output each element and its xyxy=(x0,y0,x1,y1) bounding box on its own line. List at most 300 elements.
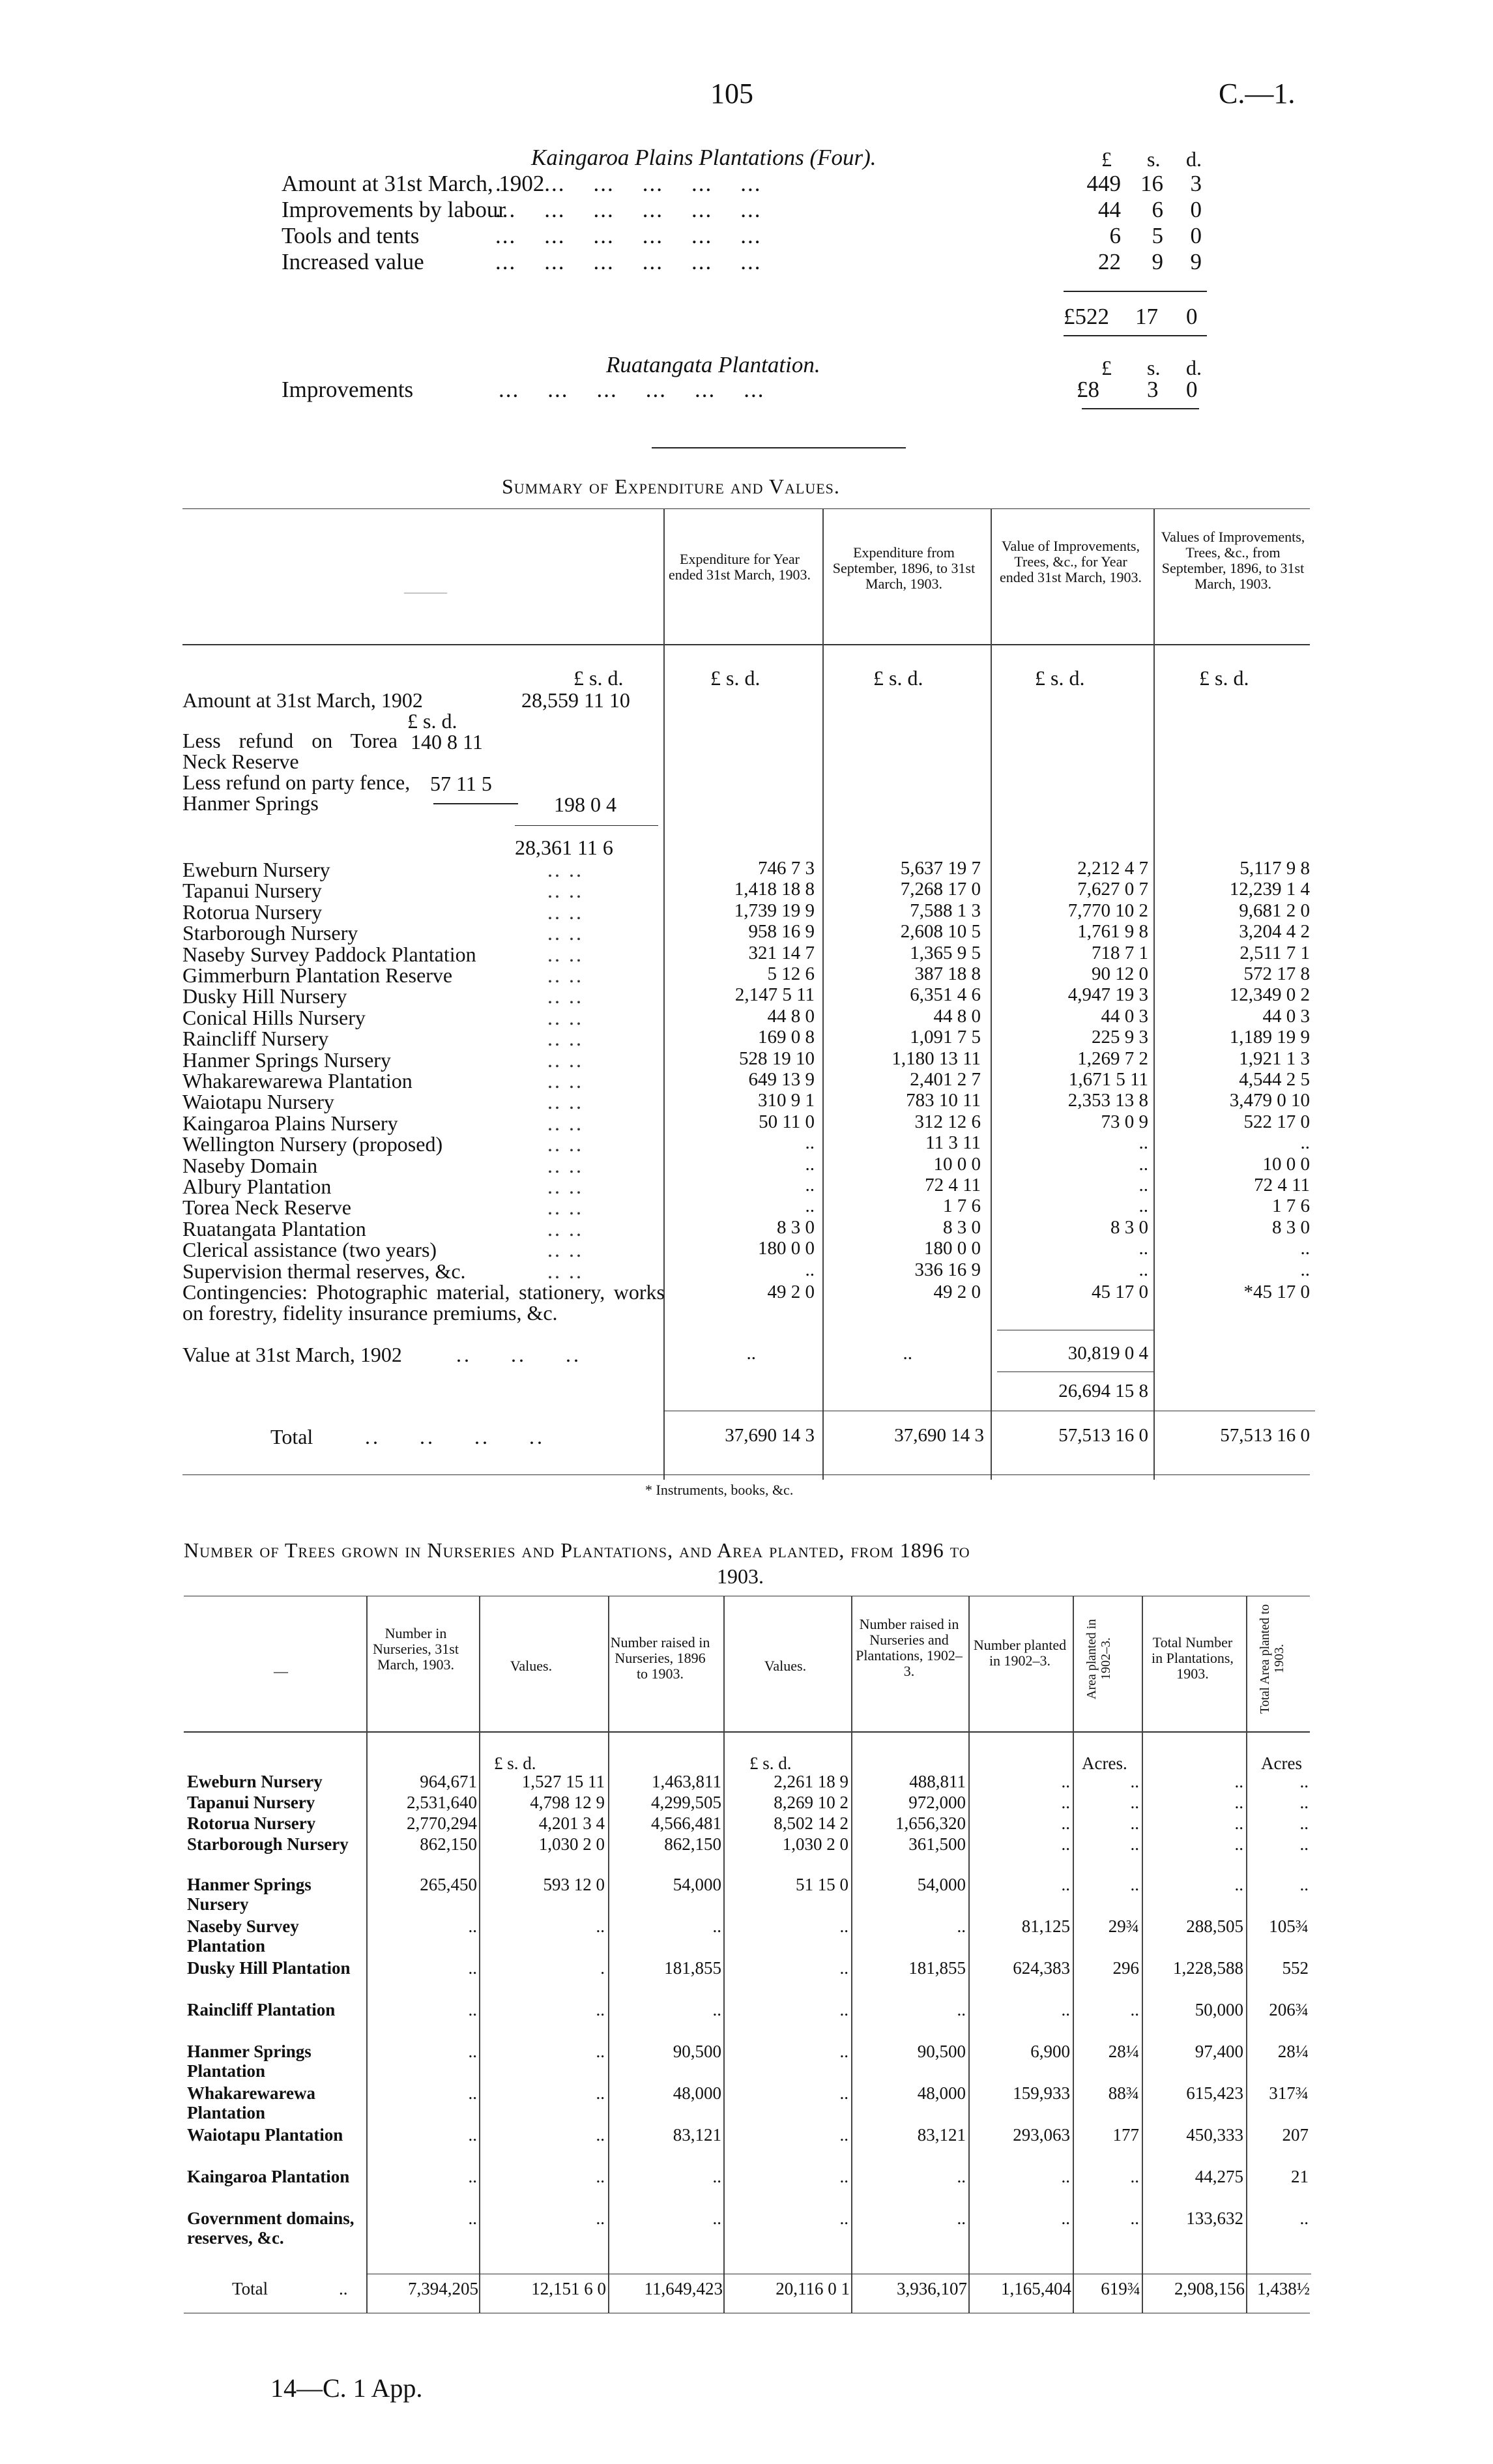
kaingaroa-row-pounds: 6 xyxy=(1109,223,1121,248)
kaingaroa-row-leader: ... ... ... ... ... ... xyxy=(495,197,762,222)
summary-row-leader: .. .. xyxy=(547,1217,583,1240)
trees-row-name: Government domains, reserves, &c. xyxy=(187,2208,355,2248)
summary-row-c2: 7,268 17 0 xyxy=(900,879,981,900)
page-number: 105 xyxy=(710,78,753,110)
trees-vline-1 xyxy=(366,1596,368,2313)
summary-value-1902-leader: .. .. .. xyxy=(456,1343,581,1366)
kaingaroa-total-pounds: £522 xyxy=(1064,304,1109,329)
ruatangata-currency-pence: d. xyxy=(1186,356,1202,379)
trees-row-a1: 28¼ xyxy=(1108,2042,1139,2061)
trees-row-n2: 181,855 xyxy=(664,1958,721,1978)
trees-row-a2: .. xyxy=(1299,1834,1309,1854)
summary-header-top-rule xyxy=(182,508,1310,509)
summary-row-c1: 310 9 1 xyxy=(758,1090,815,1111)
summary-row-c4: 4,544 2 5 xyxy=(1239,1069,1310,1090)
summary-row-c3: 73 0 9 xyxy=(1101,1111,1148,1132)
trees-row-n2: .. xyxy=(712,2167,721,2186)
trees-row-a1: .. xyxy=(1130,1793,1139,1812)
trees-row-n1: .. xyxy=(468,2000,477,2019)
summary-row-c3: 1,269 7 2 xyxy=(1077,1048,1148,1069)
trees-row-n3: .. xyxy=(957,1916,966,1936)
summary-row-c3: 90 12 0 xyxy=(1092,963,1148,984)
summary-row-c1: 50 11 0 xyxy=(759,1111,815,1132)
trees-row-v2: .. xyxy=(839,2000,848,2019)
summary-row-name: Rotorua Nursery xyxy=(182,900,323,924)
summary-opening-amount-label: Amount at 31st March, 1902 xyxy=(182,688,423,712)
trees-row-n3: 54,000 xyxy=(917,1875,966,1894)
trees-row-v1: 593 12 0 xyxy=(543,1875,605,1894)
summary-row-c1: 958 16 9 xyxy=(748,921,815,942)
summary-currency-head-3: £ s. d. xyxy=(1035,666,1085,690)
trees-row-n4: 81,125 xyxy=(1021,1916,1070,1936)
summary-row-name: Raincliff Nursery xyxy=(182,1027,329,1050)
trees-row-v1: . xyxy=(600,1958,605,1978)
trees-row-t1: 615,423 xyxy=(1186,2083,1243,2103)
trees-row-n2: 1,463,811 xyxy=(652,1772,721,1791)
summary-row-c2: 44 8 0 xyxy=(933,1006,981,1027)
summary-row-c2: 72 4 11 xyxy=(925,1175,981,1195)
kaingaroa-row-pounds: 449 xyxy=(1086,171,1121,196)
trees-vline-6 xyxy=(968,1596,970,2313)
summary-row-c1: 2,147 5 11 xyxy=(734,984,815,1005)
summary-row-c2: 336 16 9 xyxy=(914,1259,981,1280)
summary-row-leader: .. .. xyxy=(547,984,583,1008)
trees-row-v2: .. xyxy=(839,2083,848,2103)
summary-row-c2: 2,608 10 5 xyxy=(900,921,981,942)
summary-contingencies-c3: 45 17 0 xyxy=(1092,1282,1148,1302)
summary-row-c4: 1,189 19 9 xyxy=(1229,1027,1310,1048)
trees-col-number-in-nurseries: Number in Nurseries, 31st March, 1903. xyxy=(373,1625,459,1673)
summary-row-name: Supervision thermal reserves, &c. xyxy=(182,1259,466,1283)
summary-row-c3: .. xyxy=(1138,1195,1148,1216)
trees-row-n4: .. xyxy=(1061,1834,1070,1854)
summary-row-c2: 6,351 4 6 xyxy=(910,984,981,1005)
trees-row-n3: .. xyxy=(957,2208,966,2228)
trees-row-a1: 88¾ xyxy=(1108,2083,1139,2103)
summary-row-c2: 783 10 11 xyxy=(906,1090,981,1111)
summary-value-1902-c1: .. xyxy=(746,1343,756,1364)
trees-row-name: Whakarewarewa Plantation xyxy=(187,2083,315,2122)
trees-row-a1: .. xyxy=(1130,2167,1139,2186)
kaingaroa-row-pence: 3 xyxy=(1190,171,1202,196)
summary-row-leader: .. .. xyxy=(547,1175,583,1198)
summary-row-c3: 225 9 3 xyxy=(1092,1027,1148,1048)
summary-row-c3: 1,761 9 8 xyxy=(1077,921,1148,942)
summary-row-c4: .. xyxy=(1300,1238,1310,1259)
trees-row-t1: 97,400 xyxy=(1195,2042,1243,2061)
summary-row-c4: 9,681 2 0 xyxy=(1239,900,1310,921)
trees-title-line2: 1903. xyxy=(717,1564,764,1588)
summary-row-name: Whakarewarewa Plantation xyxy=(182,1069,413,1093)
kaingaroa-total-shillings: 17 xyxy=(1135,304,1158,329)
summary-col-dash: ——— xyxy=(404,583,447,600)
summary-row-name: Conical Hills Nursery xyxy=(182,1006,366,1029)
summary-value-1902-label: Value at 31st March, 1902 xyxy=(182,1343,402,1366)
kaingaroa-row-leader: ... ... ... ... ... ... xyxy=(495,171,762,196)
summary-row-c4: 10 0 0 xyxy=(1262,1154,1310,1175)
trees-row-n4: 159,933 xyxy=(1013,2083,1070,2103)
summary-total-c3: 57,513 16 0 xyxy=(1058,1425,1148,1446)
summary-row-c4: 44 0 3 xyxy=(1262,1006,1310,1027)
ruatangata-currency-shilling: s. xyxy=(1147,356,1161,379)
summary-row-c3: 7,770 10 2 xyxy=(1067,900,1148,921)
ruatangata-total-pounds: £8 xyxy=(1077,377,1099,402)
summary-row-c4: 522 17 0 xyxy=(1243,1111,1310,1132)
trees-row-v1: .. xyxy=(596,2083,605,2103)
trees-row-v2: .. xyxy=(839,2167,848,2186)
summary-row-c3: .. xyxy=(1138,1132,1148,1153)
trees-row-n2: 90,500 xyxy=(673,2042,721,2061)
trees-row-t1: .. xyxy=(1234,1772,1243,1791)
summary-row-c1: 528 19 10 xyxy=(739,1048,815,1069)
trees-row-a2: .. xyxy=(1299,1793,1309,1812)
trees-row-name: Eweburn Nursery xyxy=(187,1772,323,1791)
trees-col-area-planted: Area planted in 1902–3. xyxy=(1084,1619,1113,1699)
summary-row-c4: 12,349 0 2 xyxy=(1229,984,1310,1005)
summary-total-c2: 37,690 14 3 xyxy=(894,1425,984,1446)
trees-row-a1: 29¾ xyxy=(1108,1916,1139,1936)
trees-row-v1: .. xyxy=(596,2000,605,2019)
kaingaroa-currency-pence: d. xyxy=(1186,147,1202,171)
summary-row-c2: 5,637 19 7 xyxy=(900,858,981,879)
trees-row-a1: 296 xyxy=(1112,1958,1139,1978)
kaingaroa-row-pence: 9 xyxy=(1190,249,1202,274)
summary-row-c1: 746 7 3 xyxy=(758,858,815,879)
trees-row-a1: .. xyxy=(1130,2000,1139,2019)
kaingaroa-row-leader: ... ... ... ... ... ... xyxy=(495,223,762,248)
summary-row-c2: 8 3 0 xyxy=(943,1217,981,1238)
trees-row-name: Raincliff Plantation xyxy=(187,2000,336,2019)
trees-col-number-planted: Number planted in 1902–3. xyxy=(973,1637,1067,1669)
summary-row-leader: .. .. xyxy=(547,921,583,945)
trees-row-a2: 28¼ xyxy=(1277,2042,1309,2061)
trees-row-v1: .. xyxy=(596,2125,605,2145)
trees-row-v1: .. xyxy=(596,2042,605,2061)
summary-row-c2: 1,091 7 5 xyxy=(910,1027,981,1048)
summary-row-leader: .. .. xyxy=(547,858,583,881)
trees-row-n4: 624,383 xyxy=(1013,1958,1070,1978)
kaingaroa-row-pence: 0 xyxy=(1190,197,1202,222)
trees-row-n4: .. xyxy=(1061,1875,1070,1894)
summary-row-c3: .. xyxy=(1138,1259,1148,1280)
trees-row-v1: 1,030 2 0 xyxy=(538,1834,605,1854)
summary-opening-refund-rule xyxy=(433,803,518,804)
trees-row-v1: .. xyxy=(596,1916,605,1936)
trees-row-v1: 4,201 3 4 xyxy=(538,1813,605,1833)
summary-row-c1: 321 14 7 xyxy=(748,943,815,963)
trees-row-n2: .. xyxy=(712,1916,721,1936)
trees-row-n1: 2,531,640 xyxy=(407,1793,477,1812)
summary-row-name: Albury Plantation xyxy=(182,1175,332,1198)
kaingaroa-row-label: Increased value xyxy=(282,249,424,274)
trees-row-t1: .. xyxy=(1234,1813,1243,1833)
summary-row-c3: .. xyxy=(1138,1154,1148,1175)
summary-row-c1: 5 12 6 xyxy=(767,963,815,984)
trees-row-t1: 50,000 xyxy=(1195,2000,1243,2019)
trees-total-leader: .. xyxy=(339,2279,348,2298)
summary-col-value-since-1896: Values of Improvements, Trees, &c., from September, 1896, to 31st March, 1903. xyxy=(1161,529,1305,592)
summary-row-c4: 1 7 6 xyxy=(1272,1195,1310,1216)
trees-row-n1: 964,671 xyxy=(420,1772,477,1791)
trees-row-n2: 862,150 xyxy=(664,1834,721,1854)
summary-opening-refund1-label: Less refund on Torea Neck Reserve xyxy=(182,729,398,773)
trees-row-a1: 177 xyxy=(1112,2125,1139,2145)
trees-row-a1: .. xyxy=(1130,1772,1139,1791)
summary-row-name: Kaingaroa Plains Nursery xyxy=(182,1111,398,1135)
summary-total-c4: 57,513 16 0 xyxy=(1220,1425,1310,1446)
kaingaroa-row-label: Tools and tents xyxy=(282,223,420,248)
summary-row-c3: 44 0 3 xyxy=(1101,1006,1148,1027)
trees-row-n1: .. xyxy=(468,2042,477,2061)
summary-row-name: Naseby Domain xyxy=(182,1154,318,1177)
summary-row-c3: 1,671 5 11 xyxy=(1068,1069,1148,1090)
trees-row-t1: 1,228,588 xyxy=(1173,1958,1243,1978)
summary-row-c1: .. xyxy=(805,1175,815,1195)
trees-total-v2: 20,116 0 1 xyxy=(775,2279,850,2298)
document-reference: C.—1. xyxy=(1219,78,1296,110)
trees-row-v1: .. xyxy=(596,2167,605,2186)
summary-contingencies-label: Contingencies: Photographic material, stationery, works on forestry, fidelity insurance premiums, &c. xyxy=(182,1280,665,1325)
trees-row-n3: 90,500 xyxy=(917,2042,966,2061)
summary-row-c1: 169 0 8 xyxy=(758,1027,815,1048)
summary-row-name: Eweburn Nursery xyxy=(182,858,330,881)
summary-row-c1: 1,739 19 9 xyxy=(734,900,815,921)
trees-row-n2: 83,121 xyxy=(673,2125,721,2145)
trees-total-n1: 7,394,205 xyxy=(408,2279,478,2298)
kaingaroa-row-label: Improvements by labour xyxy=(282,197,506,222)
section-divider xyxy=(652,447,906,448)
trees-row-v2: .. xyxy=(839,2042,848,2061)
trees-row-t1: 133,632 xyxy=(1186,2208,1243,2228)
trees-row-n3: .. xyxy=(957,2000,966,2019)
summary-row-c3: 7,627 0 7 xyxy=(1077,879,1148,900)
summary-opening-sub-currency: £ s. d. xyxy=(407,709,457,733)
summary-value-1902-c2: .. xyxy=(903,1343,912,1364)
trees-row-name: Naseby Survey Plantation xyxy=(187,1916,299,1956)
trees-row-n2: .. xyxy=(712,2208,721,2228)
trees-vline-2 xyxy=(479,1596,480,2313)
summary-opening-net-rule xyxy=(515,825,658,826)
summary-row-leader: .. .. xyxy=(547,1195,583,1219)
summary-row-c3: 4,947 19 3 xyxy=(1067,984,1148,1005)
summary-total-label: Total xyxy=(270,1425,313,1448)
trees-row-name: Tapanui Nursery xyxy=(187,1793,315,1812)
trees-row-n1: .. xyxy=(468,1958,477,1978)
trees-row-t1: 450,333 xyxy=(1186,2125,1243,2145)
trees-row-v2: 8,502 14 2 xyxy=(774,1813,848,1833)
summary-row-name: Wellington Nursery (proposed) xyxy=(182,1132,443,1156)
trees-vline-3 xyxy=(608,1596,609,2313)
trees-col-dash: — xyxy=(274,1663,288,1679)
trees-row-a2: .. xyxy=(1299,1875,1309,1894)
kaingaroa-rule-bottom xyxy=(1064,335,1207,336)
trees-row-v2: .. xyxy=(839,2208,848,2228)
trees-col-number-raised-plantations: Number raised in Nurseries and Plantations, 1902–3. xyxy=(856,1616,963,1679)
trees-row-n1: .. xyxy=(468,1916,477,1936)
summary-header-bottom-rule xyxy=(182,644,1310,645)
summary-row-leader: .. .. xyxy=(547,1259,583,1283)
summary-row-c2: 7,588 1 3 xyxy=(910,900,981,921)
summary-c3-rule-b xyxy=(997,1371,1153,1372)
summary-row-c3: 718 7 1 xyxy=(1092,943,1148,963)
summary-row-c4: 3,479 0 10 xyxy=(1229,1090,1310,1111)
trees-col-number-raised: Number raised in Nurseries, 1896 to 1903. xyxy=(610,1634,710,1682)
trees-row-n4: .. xyxy=(1061,1772,1070,1791)
trees-row-a2: .. xyxy=(1299,1813,1309,1833)
summary-col-expenditure-since-1896: Expenditure from September, 1896, to 31st March, 1903. xyxy=(832,544,976,592)
trees-vline-8 xyxy=(1142,1596,1143,2313)
summary-row-c2: 1 7 6 xyxy=(943,1195,981,1216)
kaingaroa-rule-top xyxy=(1064,291,1207,292)
trees-row-t1: .. xyxy=(1234,1834,1243,1854)
trees-row-a2: .. xyxy=(1299,2208,1309,2228)
summary-row-c4: 72 4 11 xyxy=(1254,1175,1310,1195)
summary-row-c4: 5,117 9 8 xyxy=(1239,858,1310,879)
trees-row-a1: .. xyxy=(1130,1834,1139,1854)
trees-row-n3: 83,121 xyxy=(917,2125,966,2145)
summary-row-c4: .. xyxy=(1300,1132,1310,1153)
trees-row-n1: 862,150 xyxy=(420,1834,477,1854)
trees-row-n4: .. xyxy=(1061,1793,1070,1812)
trees-vline-9 xyxy=(1246,1596,1247,2313)
summary-row-name: Ruatangata Plantation xyxy=(182,1217,366,1240)
kaingaroa-title: Kaingaroa Plains Plantations (Four). xyxy=(531,145,877,170)
summary-row-c3: .. xyxy=(1138,1238,1148,1259)
trees-row-v2: .. xyxy=(839,1916,848,1936)
kaingaroa-row-pounds: 22 xyxy=(1098,249,1121,274)
trees-subhead-acres-1: Acres. xyxy=(1082,1753,1127,1773)
trees-row-n2: 4,299,505 xyxy=(651,1793,721,1812)
summary-row-c2: 1,365 9 5 xyxy=(910,943,981,963)
trees-row-n2: .. xyxy=(712,2000,721,2019)
summary-opening-currency-head: £ s. d. xyxy=(573,666,624,690)
trees-row-n4: 293,063 xyxy=(1013,2125,1070,2145)
trees-row-n1: .. xyxy=(468,2167,477,2186)
trees-row-n4: .. xyxy=(1061,1813,1070,1833)
summary-row-name: Dusky Hill Nursery xyxy=(182,984,347,1008)
trees-total-n3: 3,936,107 xyxy=(897,2279,967,2298)
summary-contingencies-c4: *45 17 0 xyxy=(1243,1282,1310,1302)
summary-row-c4: 1,921 1 3 xyxy=(1239,1048,1310,1069)
summary-row-c1: 1,418 18 8 xyxy=(734,879,815,900)
trees-row-name: Waiotapu Plantation xyxy=(187,2125,343,2145)
trees-total-v1: 12,151 6 0 xyxy=(531,2279,606,2298)
trees-row-t1: .. xyxy=(1234,1875,1243,1894)
summary-opening-refund2-label: Less refund on party fence, Hanmer Springs xyxy=(182,770,411,815)
trees-total-t1: 2,908,156 xyxy=(1174,2279,1245,2298)
kaingaroa-currency-pound: £ xyxy=(1101,147,1112,171)
trees-row-n3: 488,811 xyxy=(909,1772,966,1791)
trees-row-a2: 105¾ xyxy=(1269,1916,1309,1936)
trees-total-a2: 1,438½ xyxy=(1257,2279,1310,2298)
summary-value-1902-c3: 30,819 0 4 xyxy=(1067,1343,1148,1364)
summary-subtotal-c3: 26,694 15 8 xyxy=(1058,1381,1148,1401)
trees-row-n4: .. xyxy=(1061,2208,1070,2228)
trees-row-n1: 265,450 xyxy=(420,1875,477,1894)
summary-row-name: Hanmer Springs Nursery xyxy=(182,1048,391,1072)
trees-row-a1: .. xyxy=(1130,1875,1139,1894)
trees-total-a1: 619¾ xyxy=(1101,2279,1140,2298)
trees-row-a2: 207 xyxy=(1282,2125,1309,2145)
summary-row-c1: 8 3 0 xyxy=(777,1217,815,1238)
summary-row-c2: 10 0 0 xyxy=(933,1154,981,1175)
kaingaroa-currency-shilling: s. xyxy=(1147,147,1161,171)
trees-row-a2: 317¾ xyxy=(1269,2083,1309,2103)
summary-vline-3 xyxy=(991,508,992,1480)
kaingaroa-row-shillings: 6 xyxy=(1152,197,1163,222)
trees-row-name: Dusky Hill Plantation xyxy=(187,1958,351,1978)
summary-row-name: Clerical assistance (two years) xyxy=(182,1238,437,1261)
trees-vline-4 xyxy=(723,1596,725,2313)
trees-row-v1: .. xyxy=(596,2208,605,2228)
summary-row-c1: .. xyxy=(805,1154,815,1175)
trees-vline-5 xyxy=(851,1596,852,2313)
summary-total-leader: .. .. .. .. xyxy=(365,1425,545,1448)
summary-row-leader: .. .. xyxy=(547,1154,583,1177)
trees-row-a1: .. xyxy=(1130,2208,1139,2228)
summary-row-name: Waiotapu Nursery xyxy=(182,1090,334,1113)
trees-row-n3: 361,500 xyxy=(908,1834,966,1854)
kaingaroa-row-shillings: 9 xyxy=(1152,249,1163,274)
trees-col-values-2: Values. xyxy=(764,1658,807,1674)
kaingaroa-row-pence: 0 xyxy=(1190,223,1202,248)
summary-row-leader: .. .. xyxy=(547,963,583,987)
trees-row-n3: 1,656,320 xyxy=(895,1813,966,1833)
trees-total-label: Total xyxy=(232,2279,268,2298)
summary-row-c4: 3,204 4 2 xyxy=(1239,921,1310,942)
summary-row-c1: 180 0 0 xyxy=(758,1238,815,1259)
summary-row-c3: 2,353 13 8 xyxy=(1067,1090,1148,1111)
trees-row-a2: .. xyxy=(1299,1772,1309,1791)
trees-subhead-acres-2: Acres xyxy=(1261,1753,1302,1773)
trees-vline-7 xyxy=(1073,1596,1074,2313)
summary-opening-refund2-value: 57 11 5 xyxy=(430,772,492,795)
trees-row-n3: 181,855 xyxy=(908,1958,966,1978)
summary-opening-net: 28,361 11 6 xyxy=(515,836,613,859)
summary-currency-head-4: £ s. d. xyxy=(1199,666,1249,690)
trees-col-total-number: Total Number in Plantations, 1903. xyxy=(1152,1634,1234,1682)
summary-row-leader: .. .. xyxy=(547,1090,583,1113)
trees-col-values-1: Values. xyxy=(510,1658,553,1674)
summary-row-c3: 8 3 0 xyxy=(1110,1217,1148,1238)
summary-row-c4: 12,239 1 4 xyxy=(1229,879,1310,900)
summary-row-leader: .. .. xyxy=(547,1069,583,1093)
kaingaroa-row-shillings: 16 xyxy=(1140,171,1163,196)
summary-opening-amount-value: 28,559 11 10 xyxy=(521,688,630,712)
trees-row-t1: 288,505 xyxy=(1186,1916,1243,1936)
summary-row-c4: 572 17 8 xyxy=(1243,963,1310,984)
trees-row-v2: 8,269 10 2 xyxy=(774,1793,848,1812)
summary-row-c1: .. xyxy=(805,1259,815,1280)
summary-row-leader: .. .. xyxy=(547,1006,583,1029)
trees-row-v1: 4,798 12 9 xyxy=(530,1793,605,1812)
trees-row-v2: 2,261 18 9 xyxy=(774,1772,848,1791)
kaingaroa-row-pounds: 44 xyxy=(1098,197,1121,222)
summary-row-name: Torea Neck Reserve xyxy=(182,1195,351,1219)
summary-bottom-rule xyxy=(182,1474,1310,1475)
ruatangata-title: Ruatangata Plantation. xyxy=(606,352,820,377)
summary-row-c4: .. xyxy=(1300,1259,1310,1280)
ruatangata-currency-pound: £ xyxy=(1101,356,1112,379)
trees-row-n3: 972,000 xyxy=(908,1793,966,1812)
ruatangata-leader: ... ... ... ... ... ... xyxy=(499,377,765,402)
summary-row-c2: 2,401 2 7 xyxy=(910,1069,981,1090)
summary-contingencies-c1: 49 2 0 xyxy=(767,1282,815,1302)
summary-row-c2: 11 3 11 xyxy=(925,1132,981,1153)
summary-opening-refund-total: 198 0 4 xyxy=(554,793,616,816)
summary-row-c3: .. xyxy=(1138,1175,1148,1195)
trees-total-n2: 11,649,423 xyxy=(644,2279,723,2298)
